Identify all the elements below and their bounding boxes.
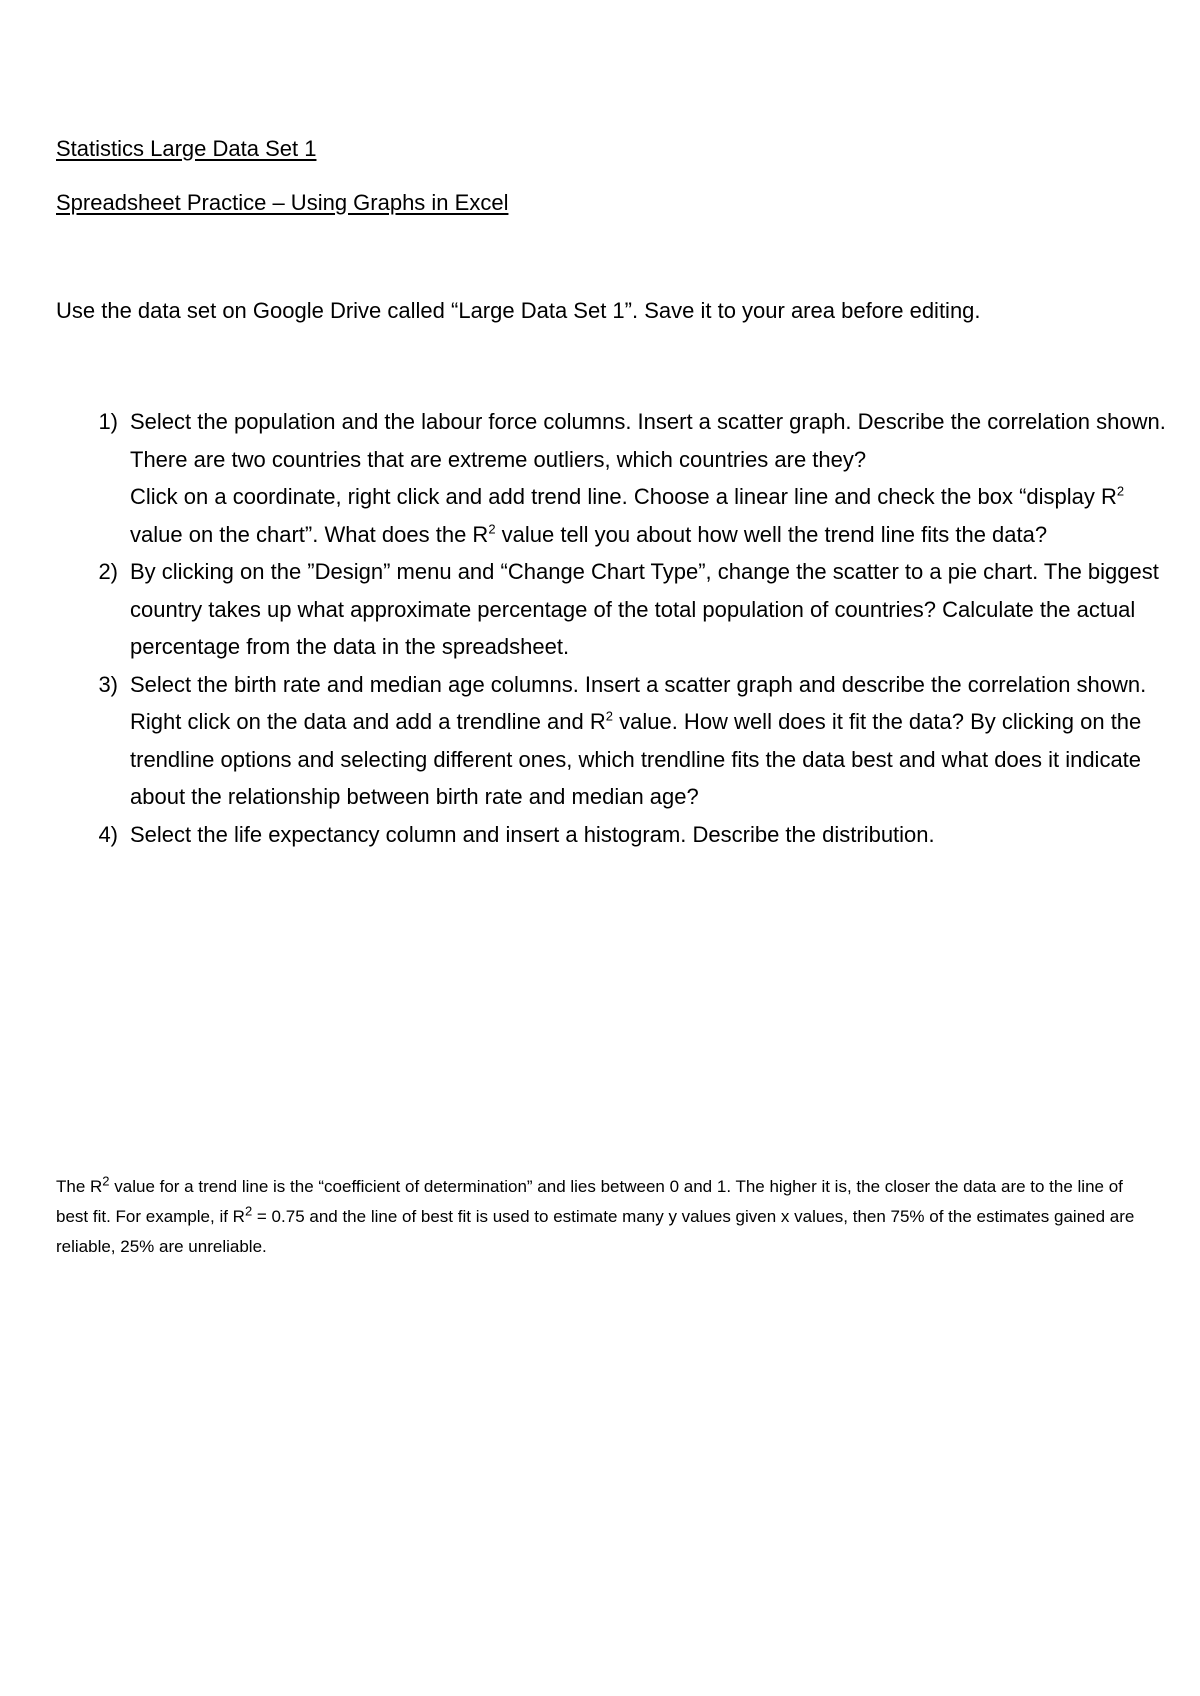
question-text-part: value tell you about how well the trend line fits the data? xyxy=(495,521,1048,547)
intro-paragraph: Use the data set on Google Drive called “Large Data Set 1”. Save it to your area before editing. xyxy=(56,298,981,323)
r-squared-note xyxy=(56,1172,1146,1262)
superscript: 2 xyxy=(1116,483,1125,499)
question-item-3 xyxy=(56,666,1172,816)
question-number: 4) xyxy=(98,821,118,847)
question-text-part: value on the chart”. What does the R xyxy=(130,521,489,547)
superscript: 2 xyxy=(488,521,496,537)
question-item-4 xyxy=(56,816,1172,854)
question-text: By clicking on the ”Design” menu and “Change Chart Type”, change the scatter to a pie chart. The biggest country takes up what approximate percentage of the total population of countries? Calculate the actual percentage from the data in the spreadsheet. xyxy=(130,559,1159,659)
question-list xyxy=(56,403,1172,853)
question-text-part: value. How well does it fit the data? By clicking on the trendline options and selecting different ones, which trendline fits the data best and what does it indicate about the relationship between birth rate and median age? xyxy=(130,709,1142,809)
question-number: 2) xyxy=(98,559,118,584)
question-item-1 xyxy=(56,403,1172,553)
question-text-part: Click on a coordinate, right click and add trend line. Choose a linear line and check the box “display R xyxy=(130,484,1117,509)
question-body xyxy=(130,403,1172,553)
question-text-part: Select the birth rate and median age columns. Insert a scatter graph and describe the correlation shown. Right click on the data and add a trendline and R xyxy=(130,671,1147,734)
question-body xyxy=(130,553,1172,666)
document-subtitle: Spreadsheet Practice – Using Graphs in Excel xyxy=(56,190,509,215)
question-number: 3) xyxy=(98,671,118,697)
note-text-part: The R xyxy=(56,1177,103,1196)
question-text: Select the life expectancy column and insert a histogram. Describe the distribution. xyxy=(130,821,935,847)
superscript: 2 xyxy=(244,1203,253,1219)
question-item-2 xyxy=(56,553,1172,666)
superscript: 2 xyxy=(605,708,613,724)
superscript: 2 xyxy=(102,1173,110,1189)
note-text-part: value for a trend line is the “coefficient of determination” and lies between 0 and 1. The higher it is, the closer the data are to the line of best fit. For example, if R xyxy=(56,1177,1123,1226)
note-text-part: = 0.75 and the line of best fit is used to estimate many y values given x values, then 75% of the estimates gained are reliable, 25% are unreliable. xyxy=(56,1207,1135,1256)
question-body xyxy=(130,666,1172,816)
question-body xyxy=(130,816,1172,854)
question-text-continued xyxy=(130,478,1172,553)
question-text xyxy=(130,666,1172,816)
question-text: Select the population and the labour force columns. Insert a scatter graph. Describe the correlation shown. There are two countries that are extreme outliers, which countries are they? xyxy=(130,409,1166,472)
question-number: 1) xyxy=(98,409,118,434)
document-title: Statistics Large Data Set 1 xyxy=(56,136,317,161)
